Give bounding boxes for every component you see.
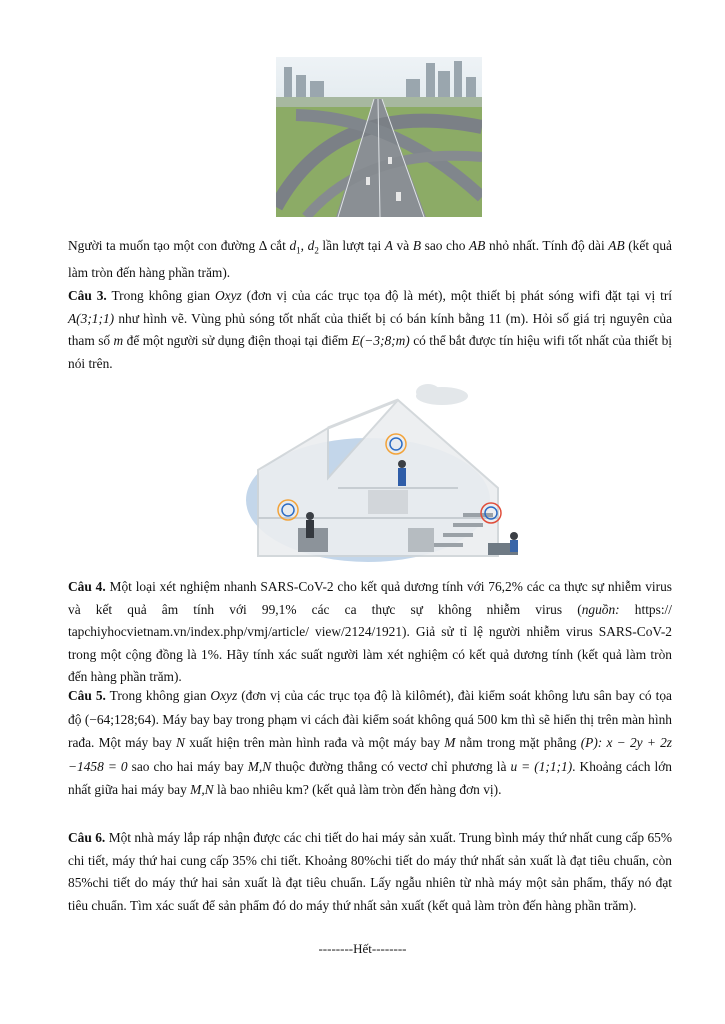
question-4: Câu 4. Một loại xét nghiệm nhanh SARS-CoV-2 cho kết quả dương tính với 76,2% các ca thực sự nhiễm virus và kết quả âm tính với 99,1% các ca thực sự không nhiễm virus (nguồn: https:// tapchiyhocvietnam.vn/index.php/vmj/article/ view/2124/1921). Giả sử tỉ lệ người nhiễm virus SARS-CoV-2 trong một cộng đồng là 1%. Hãy tính xác suất người làm xét nghiệm có kết quả dương tính (kết quả làm tròn đến hàng phần trăm).	[68, 579, 672, 684]
question-5-label: Câu 5.	[68, 688, 106, 703]
problem2-continuation: Người ta muốn tạo một con đường Δ cắt $d_1$, $d_2$ lần lượt tại A và B sao cho AB nhỏ nhất. Tính độ dài AB (kết quả làm tròn đến hàng phần trăm).	[68, 238, 672, 281]
question-5: Câu 5. Trong không gian Oxyz (đơn vị của các trục tọa độ là kilômét), đài kiểm soát không lưu sân bay có tọa độ (−64;128;64). Máy bay bay trong phạm vi cách đài kiểm soát không quá 500 km thì sẽ hiển thị trên màn hình rađa. Một máy bay N xuất hiện trên màn hình rađa và một máy bay M nằm trong mặt phẳng (P): x − 2y + 2z −1458 = 0 sao cho hai máy bay M,N thuộc đường thẳng có vectơ chỉ phương là u = (1;1;1). Khoảng cách lớn nhất giữa hai máy bay M,N là bao nhiêu km? (kết quả làm tròn đến hàng đơn vị).	[68, 688, 672, 797]
question-3-label: Câu 3.	[68, 288, 107, 303]
question-6: Câu 6. Một nhà máy lắp ráp nhận được các chi tiết do hai máy sản xuất. Trung bình máy thứ nhất cung cấp 65% chi tiết, máy thứ hai cung cấp 35% chi tiết. Khoảng 80%chi tiết do máy thứ nhất sản xuất là đạt tiêu chuẩn, còn 85%chi tiết do máy thứ hai sản xuất là đạt tiêu chuẩn. Lấy ngẫu nhiên từ nhà máy một sản phẩm, thấy nó đạt tiêu chuẩn. Tìm xác suất để sản phẩm đó do máy thứ nhất sản xuất (kết quả làm tròn đến hàng phần trăm).	[68, 830, 672, 913]
question-3: Câu 3. Trong không gian Oxyz (đơn vị của các trục tọa độ là mét), một thiết bị phát sóng wifi đặt tại vị trí A(3;1;1) như hình vẽ. Vùng phủ sóng tốt nhất của thiết bị có bán kính bằng 11 (m). Hỏi số giá trị nguyên của tham số m để một người sử dụng điện thoại tại điểm E(−3;8;m) có thể bắt được tín hiệu wifi tốt nhất của thiết bị nói trên.	[68, 288, 673, 371]
wifi-house-illustration	[228, 378, 532, 568]
highway-interchange-image	[276, 57, 482, 217]
question-4-label: Câu 4.	[68, 579, 106, 594]
question-6-label: Câu 6.	[68, 830, 106, 845]
end-marker: --------Hết--------	[318, 941, 407, 956]
